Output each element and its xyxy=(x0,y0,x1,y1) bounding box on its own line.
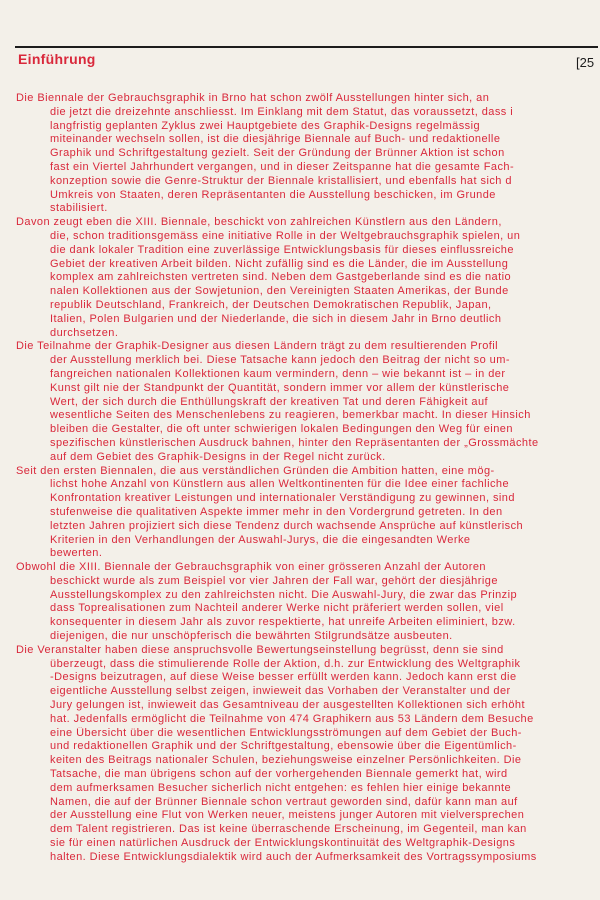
paragraph xyxy=(0,92,600,216)
paragraph xyxy=(0,216,600,340)
text-line: letzten Jahren projiziert sich diese Tendenz durch wachsende Ansprüche auf künstlerisch xyxy=(50,519,524,532)
text-line: halten. Diese Entwicklungsdialektik wird auch der Aufmerksamkeit des Vortragssymposiums xyxy=(50,850,537,863)
text-line: komplex am zahlreichsten vertreten sind. Neben dem Gastgeberlande sind es die natio xyxy=(50,271,512,284)
text-line: stabilisiert. xyxy=(50,202,108,215)
text-line: nalen Kollektionen aus der Sowjetunion, den Vereinigten Staaten Amerikas, der Bunde xyxy=(50,285,509,298)
text-line: Kunst gilt nie der Standpunkt der Quantität, sondern immer vor allem der künstlerische xyxy=(50,381,510,394)
text-line: bewerten. xyxy=(50,547,103,560)
text-line: beschickt wurde als zum Beispiel vor vier Jahren der Fall war, gehört der diesjährige xyxy=(50,574,498,587)
text-line: republik Deutschland, Frankreich, der Deutschen Demokratischen Republik, Japan, xyxy=(50,298,492,311)
text-line: eigentliche Ausstellung selbst zeigen, inwieweit das Vorhaben der Veranstalter und der xyxy=(50,685,511,698)
text-line: Italien, Polen Bulgarien und der Niederlande, die sich in diesem Jahr in Brno deutlich xyxy=(50,312,502,325)
text-line: Jury gelungen ist, inwieweit das Gesamtniveau der ausgestellten Kollektionen sich erhöht xyxy=(50,699,525,712)
text-line: der Ausstellung eine Flut von Werken neuer, meistens junger Autoren mit vielversprechen xyxy=(50,809,525,822)
text-line: lichst hohe Anzahl von Künstlern aus allen Weltkontinenten für die Idee einer fachliche xyxy=(50,478,510,491)
text-line: konzeption sowie die Genre-Struktur der Biennale kristallisiert, und ebenfalls hat sich d xyxy=(50,174,512,187)
text-line: auf dem Gebiet des Graphik-Designs in der Regel nicht zurück. xyxy=(50,450,386,463)
text-line: spezifischen künstlerischen Ausdruck bahnen, hinter den Repräsentanten der „Grossmächte xyxy=(50,436,539,449)
text-line: Namen, die auf der Brünner Biennale schon vertraut geworden sind, dafür kann man auf xyxy=(50,795,518,808)
text-line: dem Talent registrieren. Das ist keine überraschende Erscheinung, im Gegenteil, man kan xyxy=(50,823,527,836)
text-line: langfristig geplanten Zyklus zwei Hauptgebiete des Graphik-Designs regelmässig xyxy=(50,119,481,132)
text-line: die jetzt die dreizehnte anschliesst. Im Einklang mit dem Statut, das voraussetzt, dass i xyxy=(50,105,514,118)
section-title: Einführung xyxy=(18,51,96,67)
text-line: konsequenter in diesem Jahr als zuvor respektierte, hat unreife Arbeiten eliminiert, bzw. xyxy=(50,616,516,629)
text-line: Obwohl die XIII. Biennale der Gebrauchsgraphik von einer grösseren Anzahl der Autoren xyxy=(16,561,486,574)
text-line: dass Toprealisationen zum Nachteil anderer Werke nicht präferiert werden sollen, viel xyxy=(50,602,504,615)
text-line: überzeugt, dass die stimulierende Rolle der Aktion, d.h. zur Entwicklung des Weltgraphik xyxy=(50,657,521,670)
text-line: wesentliche Seiten des Menschenlebens zu reagieren, bemerkbar macht. In dieser Hinsich xyxy=(50,409,531,422)
paragraph xyxy=(0,465,600,562)
text-line: sie für einen natürlichen Ausdruck der Entwicklungskontinuität des Weltgraphik-Designs xyxy=(50,837,516,850)
text-line: Kriterien in den Verhandlungen der Auswahl-Jurys, die die eingesandten Werke xyxy=(50,533,471,546)
text-line: fangreichen nationalen Kollektionen kaum vermindern, denn – wie bekannt ist – in der xyxy=(50,367,506,380)
text-line: Die Teilnahme der Graphik-Designer aus diesen Ländern trägt zu dem resultierenden Profil xyxy=(16,340,499,353)
paragraph xyxy=(0,340,600,464)
body-text xyxy=(0,92,600,865)
text-line: bleiben die Gestalter, die oft unter schwierigen lokalen Bedingungen den Weg für einen xyxy=(50,423,513,436)
text-line: Seit den ersten Biennalen, die aus verständlichen Gründen die Ambition hatten, eine mög- xyxy=(16,464,495,477)
text-line: eine Übersicht über die wesentlichen Entwicklungsströmungen auf dem Gebiet der Buch- xyxy=(50,726,522,739)
text-line: die, schon traditionsgemäss eine initiative Rolle in der Weltgebrauchsgraphik spielen, un xyxy=(50,229,521,242)
paragraph xyxy=(0,644,600,865)
text-line: Gebiet der kreativen Arbeit bilden. Nicht zufällig sind es die Länder, die im Ausstellung xyxy=(50,257,509,270)
header-rule xyxy=(15,46,598,48)
text-line: keiten des Beitrags nationaler Schulen, beziehungsweise einzelner Persönlichkeiten. Die xyxy=(50,754,522,767)
text-line: dem aufmerksamen Besucher sicherlich nicht entgehen: es fehlen hier einige bekannte xyxy=(50,781,512,794)
text-line: Tatsache, die man übrigens schon auf der vorhergehenden Biennale gemerkt hat, wird xyxy=(50,768,508,781)
text-line: stufenweise die qualitativen Aspekte immer mehr in den Vordergrund getreten. In den xyxy=(50,505,503,518)
text-line: die dank lokaler Tradition eine zuverlässige Entwicklungsbasis für dieses einflussreiche xyxy=(50,243,514,256)
page-number: [25 xyxy=(576,55,595,70)
text-line: Die Biennale der Gebrauchsgraphik in Brno hat schon zwölf Ausstellungen hinter sich, an xyxy=(16,92,490,104)
text-line: Umkreis von Staaten, deren Repräsentanten die Ausstellung beschicken, im Grunde xyxy=(50,188,496,201)
text-line: Konfrontation kreativer Leistungen und internationaler Verständigung zu gewinnen, sind xyxy=(50,492,515,505)
text-line: -Designs beizutragen, auf diese Weise besser erfüllt werden kann. Jedoch kann erst die xyxy=(50,671,517,684)
text-line: diejenigen, die nur unschöpferisch die bewährten Stilgrundsätze ausbeuten. xyxy=(50,630,453,643)
text-line: Graphik und Schriftgestaltung gezielt. Seit der Gründung der Brünner Aktion ist schon xyxy=(50,147,505,160)
paragraph xyxy=(0,561,600,644)
text-line: Wert, der sich durch die Enthüllungskraft der kreativen Tat und deren Fähigkeit auf xyxy=(50,395,489,408)
text-line: miteinander wechseln sollen, ist die diesjährige Biennale auf Buch- und redaktionelle xyxy=(50,133,501,146)
text-line: der Ausstellung merklich bei. Diese Tatsache kann jedoch den Beitrag der nicht so um- xyxy=(50,354,510,367)
text-line: Davon zeugt eben die XIII. Biennale, beschickt von zahlreichen Künstlern aus den Ländern, xyxy=(16,216,502,229)
text-line: und redaktionellen Graphik und der Schriftgestaltung, ebensowie über die Eigentümlich- xyxy=(50,740,517,753)
text-line: durchsetzen. xyxy=(50,326,119,339)
text-line: fast ein Viertel Jahrhundert vergangen, und in dieser Zeitspanne hat die gesamte Fach- xyxy=(50,160,515,173)
text-line: Die Veranstalter haben diese anspruchsvolle Bewertungseinstellung begrüsst, denn sie sind xyxy=(16,643,504,656)
text-line: hat. Jedenfalls ermöglicht die Teilnahme von 474 Graphikern aus 53 Ländern dem Besuche xyxy=(50,712,534,725)
text-line: Ausstellungskomplex zu den zahlreichsten nicht. Die Auswahl-Jury, die zwar das Prinzip xyxy=(50,588,518,601)
